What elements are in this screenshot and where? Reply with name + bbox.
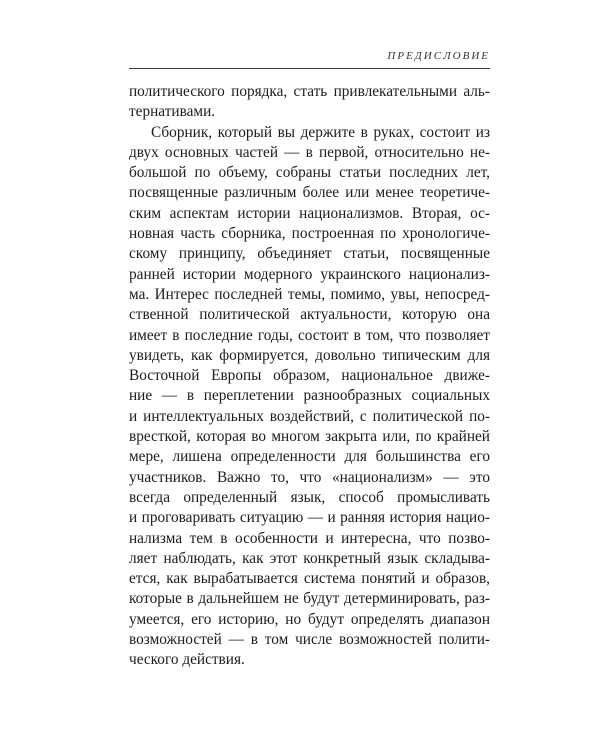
text-line: и проговаривать ситуацию — и ранняя история нацио-: [129, 509, 490, 527]
text-line: скому принципу, объединяет статьи, посвященные: [129, 245, 490, 263]
text-line: Сборник, который вы держите в руках, состоит из: [151, 123, 490, 141]
text-line: которые в дальнейшем не будут детерминировать, раз-: [129, 590, 490, 608]
text-line: посвященные различным более или менее теоретиче-: [129, 184, 490, 202]
text-line: большой по объему, собраны статьи последних лет,: [129, 164, 490, 182]
text-line: Восточной Европы образом, национальное движе-: [129, 367, 490, 385]
text-line: тернативами.: [129, 103, 216, 121]
text-line: ется, как вырабатывается система понятий и образов,: [129, 570, 490, 588]
text-line: всегда определенный язык, способ промысливать: [129, 488, 490, 506]
text-line: ма. Интерес последней темы, помимо, увы, непосред-: [129, 285, 490, 303]
text-line: нализма тем в особенности и интересна, что позво-: [129, 529, 490, 547]
text-line: ляет наблюдать, как этот конкретный язык складыва-: [129, 549, 490, 567]
text-line: ранней истории модерного украинского национализ-: [129, 265, 490, 283]
text-line: мере, лишена определенности для большинства его: [129, 448, 490, 466]
running-header: [129, 49, 490, 75]
text-line: двух основных частей — в первой, относительно не-: [129, 143, 490, 161]
text-line: увидеть, как формируется, довольно типическим для: [129, 346, 490, 364]
text-line: участников. Важно то, что «национализм» — это: [129, 468, 490, 486]
running-head-title: ПРЕДИСЛОВИЕ: [387, 50, 490, 62]
text-line: ческого действия.: [129, 651, 245, 669]
text-line: возможностей — в том числе возможностей полити-: [129, 631, 490, 649]
text-line: имеет в последние годы, состоит в том, что позволяет: [129, 326, 490, 344]
text-line: ственной политической актуальности, которую она: [129, 306, 490, 324]
text-line: политического порядка, стать привлекательными аль-: [129, 83, 490, 100]
text-line: вресткой, которая во многом закрыта или, по крайней: [129, 428, 490, 446]
text-line: ние — в переплетении разнообразных социальных: [129, 387, 490, 405]
text-line: и интеллектуальных воздействий, с политической по-: [129, 407, 490, 425]
page-body: [129, 82, 490, 671]
text-line: новная часть сборника, построенная по хронологиче-: [129, 225, 490, 243]
text-line: умеется, его историю, но будут определять диапазон: [129, 610, 490, 628]
header-rule: [129, 68, 490, 69]
text-line: ским аспектам истории национализмов. Вторая, ос-: [129, 204, 490, 222]
